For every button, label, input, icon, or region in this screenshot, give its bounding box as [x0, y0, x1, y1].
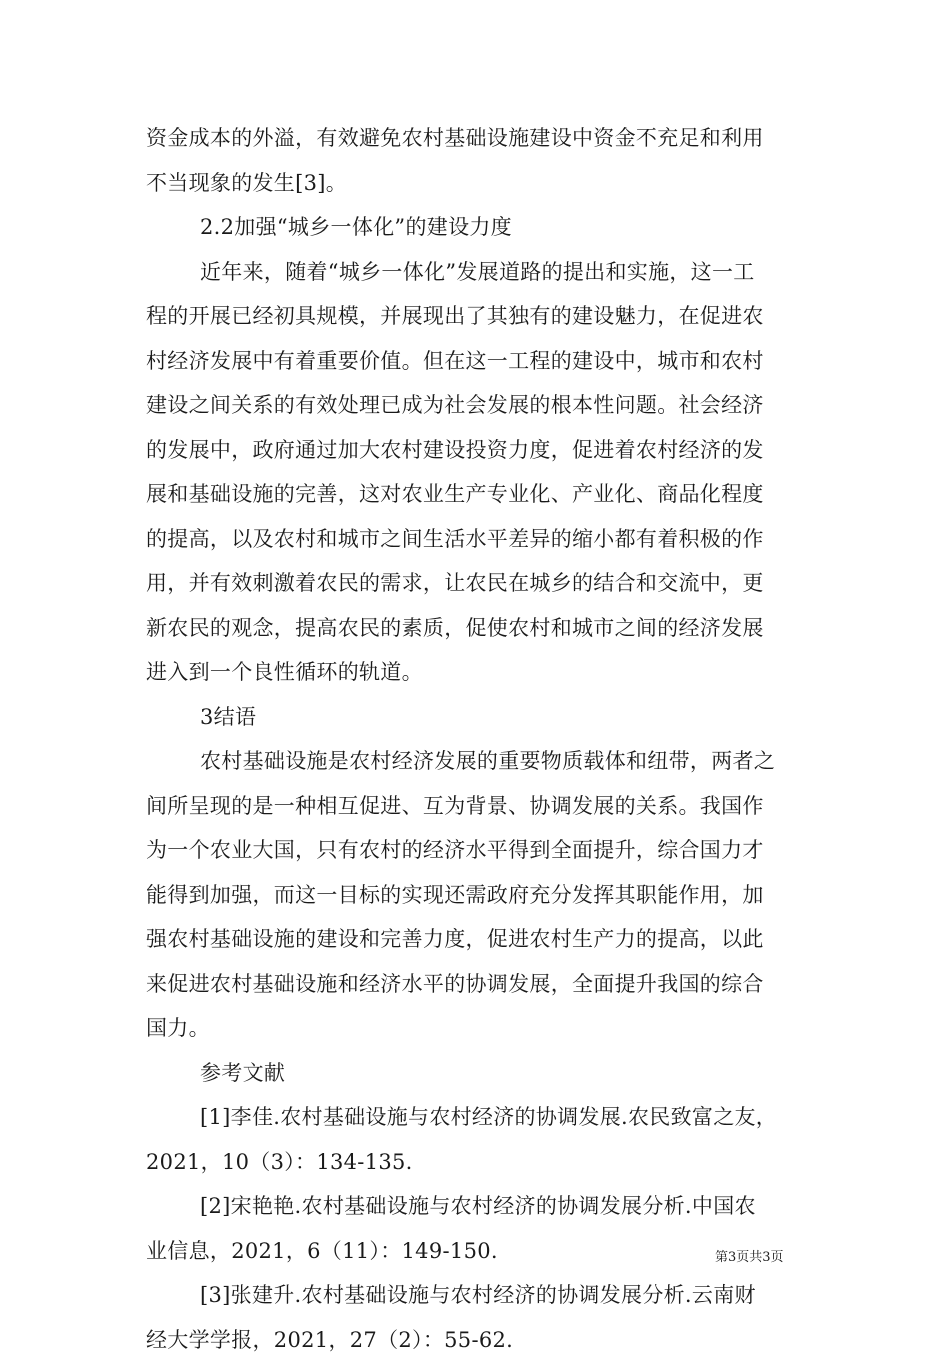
paragraph-line: 不当现象的发生[3]。	[146, 161, 810, 206]
paragraph-line: 间所呈现的是一种相互促进、互为背景、协调发展的关系。我国作	[146, 784, 810, 829]
reference-line: [2]宋艳艳.农村基础设施与农村经济的协调发展分析.中国农	[146, 1184, 810, 1229]
paragraph-line: 程的开展已经初具规模，并展现出了其独有的建设魅力，在促进农	[146, 294, 810, 339]
paragraph-line: 建设之间关系的有效处理已成为社会发展的根本性问题。社会经济	[146, 383, 810, 428]
paragraph-line: 能得到加强，而这一目标的实现还需政府充分发挥其职能作用，加	[146, 873, 810, 918]
paragraph-line: 强农村基础设施的建设和完善力度，促进农村生产力的提高，以此	[146, 917, 810, 962]
paragraph-line: 的发展中，政府通过加大农村建设投资力度，促进着农村经济的发	[146, 428, 810, 473]
section-heading: 3结语	[146, 695, 810, 740]
page-number-footer: 第3页共3页	[715, 1250, 784, 1266]
paragraph-line: 来促进农村基础设施和经济水平的协调发展，全面提升我国的综合	[146, 962, 810, 1007]
paragraph-line: 资金成本的外溢，有效避免农村基础设施建设中资金不充足和利用	[146, 116, 810, 161]
references-heading: 参考文献	[146, 1051, 810, 1096]
reference-line: [3]张建升.农村基础设施与农村经济的协调发展分析.云南财	[146, 1273, 810, 1318]
document-body	[146, 116, 810, 1362]
paragraph-line: 的提高，以及农村和城市之间生活水平差异的缩小都有着积极的作	[146, 517, 810, 562]
paragraph-line: 近年来，随着“城乡一体化”发展道路的提出和实施，这一工	[146, 250, 810, 295]
paragraph-line: 进入到一个良性循环的轨道。	[146, 650, 810, 695]
paragraph-line: 用，并有效刺激着农民的需求，让农民在城乡的结合和交流中，更	[146, 561, 810, 606]
paragraph-line: 农村基础设施是农村经济发展的重要物质载体和纽带，两者之	[146, 739, 810, 784]
paragraph-line: 为一个农业大国，只有农村的经济水平得到全面提升，综合国力才	[146, 828, 810, 873]
paragraph-line: 村经济发展中有着重要价值。但在这一工程的建设中，城市和农村	[146, 339, 810, 384]
paragraph-line: 展和基础设施的完善，这对农业生产专业化、产业化、商品化程度	[146, 472, 810, 517]
reference-line: 业信息，2021，6（11）：149-150.	[146, 1229, 810, 1274]
reference-line: 2021，10（3）：134-135.	[146, 1140, 810, 1185]
section-heading: 2.2加强“城乡一体化”的建设力度	[146, 205, 810, 250]
reference-line: 经大学学报，2021，27（2）：55-62.	[146, 1318, 810, 1362]
paragraph-line: 新农民的观念，提高农民的素质，促使农村和城市之间的经济发展	[146, 606, 810, 651]
paragraph-line: 国力。	[146, 1006, 810, 1051]
reference-line: [1]李佳.农村基础设施与农村经济的协调发展.农民致富之友，	[146, 1095, 810, 1140]
